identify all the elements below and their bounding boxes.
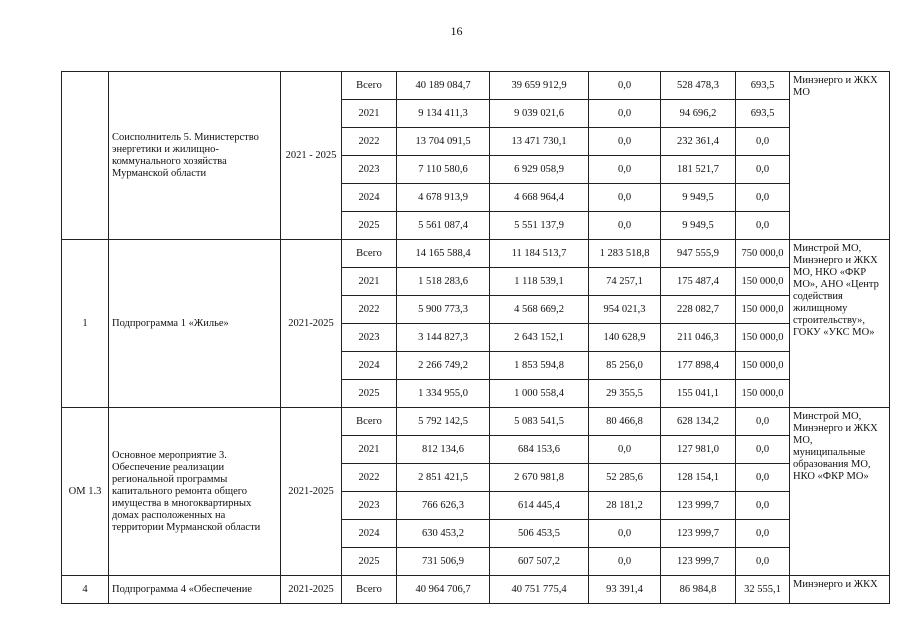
year-cell: 2024 — [342, 184, 397, 212]
value-cell-2: 13 471 730,1 — [490, 128, 589, 156]
value-cell-3: 0,0 — [589, 128, 661, 156]
value-cell-5: 0,0 — [736, 212, 790, 240]
value-cell-4: 181 521,7 — [661, 156, 736, 184]
value-cell-4: 94 696,2 — [661, 100, 736, 128]
value-cell-4: 228 082,7 — [661, 296, 736, 324]
value-cell-3: 0,0 — [589, 156, 661, 184]
program-name-line: домах расположенных на — [112, 509, 226, 521]
value-cell-5: 0,0 — [736, 128, 790, 156]
year-cell: 2023 — [342, 324, 397, 352]
value-cell-3: 93 391,4 — [589, 576, 661, 604]
total-value-cell: 9 134 411,3 — [397, 100, 490, 128]
budget-table — [61, 71, 890, 604]
value-cell-2: 9 039 021,6 — [490, 100, 589, 128]
value-cell-4: 123 999,7 — [661, 548, 736, 576]
year-cell: 2025 — [342, 380, 397, 408]
value-cell-2: 614 445,4 — [490, 492, 589, 520]
value-cell-4: 9 949,5 — [661, 184, 736, 212]
executor-line: НКО «ФКР МО» — [793, 471, 869, 482]
budget-table-container — [61, 71, 890, 604]
value-cell-2: 684 153,6 — [490, 436, 589, 464]
period-cell: 2021-2025 — [281, 240, 342, 408]
total-value-cell: 3 144 827,3 — [397, 324, 490, 352]
year-cell: 2021 — [342, 100, 397, 128]
year-cell: 2024 — [342, 520, 397, 548]
executor-line: муниципальные — [793, 447, 866, 458]
value-cell-2: 39 659 912,9 — [490, 72, 589, 100]
value-cell-2: 5 083 541,5 — [490, 408, 589, 436]
value-cell-2: 607 507,2 — [490, 548, 589, 576]
value-cell-5: 150 000,0 — [736, 352, 790, 380]
value-cell-4: 123 999,7 — [661, 520, 736, 548]
executor-line: МО», АНО «Центр — [793, 279, 879, 290]
value-cell-5: 32 555,1 — [736, 576, 790, 604]
total-value-cell: 5 792 142,5 — [397, 408, 490, 436]
value-cell-3: 29 355,5 — [589, 380, 661, 408]
program-name-cell — [109, 72, 281, 240]
total-value-cell: 766 626,3 — [397, 492, 490, 520]
executor-line: МО — [793, 87, 810, 98]
executor-line: МО, — [793, 435, 813, 446]
total-value-cell: 40 964 706,7 — [397, 576, 490, 604]
year-cell: 2023 — [342, 492, 397, 520]
value-cell-4: 9 949,5 — [661, 212, 736, 240]
table-row — [62, 72, 890, 100]
executor-line: Минэнерго и ЖКХ — [793, 255, 878, 266]
value-cell-5: 0,0 — [736, 408, 790, 436]
program-name-cell — [109, 408, 281, 576]
value-cell-5: 693,5 — [736, 100, 790, 128]
value-cell-2: 2 643 152,1 — [490, 324, 589, 352]
total-value-cell: 1 518 283,6 — [397, 268, 490, 296]
value-cell-4: 628 134,2 — [661, 408, 736, 436]
value-cell-2: 40 751 775,4 — [490, 576, 589, 604]
value-cell-3: 0,0 — [589, 100, 661, 128]
total-value-cell: 5 561 087,4 — [397, 212, 490, 240]
row-number-cell: 4 — [62, 576, 109, 604]
value-cell-5: 0,0 — [736, 156, 790, 184]
value-cell-2: 2 670 981,8 — [490, 464, 589, 492]
executor-cell — [790, 72, 890, 240]
program-name-line: капитального ремонта общего — [112, 485, 248, 497]
value-cell-2: 1 000 558,4 — [490, 380, 589, 408]
value-cell-4: 177 898,4 — [661, 352, 736, 380]
value-cell-3: 28 181,2 — [589, 492, 661, 520]
year-cell: Всего — [342, 408, 397, 436]
value-cell-3: 140 628,9 — [589, 324, 661, 352]
program-name-cell — [109, 240, 281, 408]
year-cell: Всего — [342, 72, 397, 100]
value-cell-4: 211 046,3 — [661, 324, 736, 352]
executor-line: МО, НКО «ФКР — [793, 267, 867, 278]
executor-line: строительству», — [793, 315, 866, 326]
year-cell: 2022 — [342, 128, 397, 156]
total-value-cell: 731 506,9 — [397, 548, 490, 576]
value-cell-3: 0,0 — [589, 520, 661, 548]
value-cell-2: 5 551 137,9 — [490, 212, 589, 240]
value-cell-5: 150 000,0 — [736, 324, 790, 352]
period-cell: 2021 - 2025 — [281, 72, 342, 240]
total-value-cell: 13 704 091,5 — [397, 128, 490, 156]
value-cell-5: 0,0 — [736, 520, 790, 548]
value-cell-5: 693,5 — [736, 72, 790, 100]
executor-cell — [790, 408, 890, 576]
executor-cell — [790, 576, 890, 604]
program-name-line: Мурманской области — [112, 167, 207, 179]
value-cell-5: 0,0 — [736, 492, 790, 520]
program-name-line: Соисполнитель 5. Министерство — [112, 131, 259, 143]
value-cell-5: 0,0 — [736, 436, 790, 464]
table-row — [62, 576, 890, 604]
value-cell-4: 528 478,3 — [661, 72, 736, 100]
value-cell-5: 0,0 — [736, 464, 790, 492]
total-value-cell: 812 134,6 — [397, 436, 490, 464]
program-name-line: Подпрограмма 4 «Обеспечение — [112, 583, 253, 595]
value-cell-5: 0,0 — [736, 548, 790, 576]
value-cell-4: 155 041,1 — [661, 380, 736, 408]
period-cell: 2021-2025 — [281, 408, 342, 576]
year-cell: 2021 — [342, 436, 397, 464]
total-value-cell: 5 900 773,3 — [397, 296, 490, 324]
value-cell-3: 954 021,3 — [589, 296, 661, 324]
executor-line: образования МО, — [793, 459, 871, 470]
executor-line: содействия — [793, 291, 843, 302]
program-name-line: энергетики и жилищно- — [112, 143, 219, 155]
executor-line: Минэнерго и ЖКХ — [793, 75, 878, 86]
row-number-cell: 1 — [62, 240, 109, 408]
value-cell-4: 175 487,4 — [661, 268, 736, 296]
value-cell-2: 4 668 964,4 — [490, 184, 589, 212]
value-cell-4: 128 154,1 — [661, 464, 736, 492]
year-cell: 2023 — [342, 156, 397, 184]
value-cell-2: 11 184 513,7 — [490, 240, 589, 268]
year-cell: 2022 — [342, 464, 397, 492]
year-cell: 2022 — [342, 296, 397, 324]
value-cell-4: 947 555,9 — [661, 240, 736, 268]
program-name-line: имущества в многоквартирных — [112, 497, 252, 509]
year-cell: Всего — [342, 576, 397, 604]
executor-line: Минстрой МО, — [793, 411, 862, 422]
page-number: 16 — [450, 24, 463, 38]
executor-line: Минстрой МО, — [793, 243, 862, 254]
executor-line: ГОКУ «УКС МО» — [793, 327, 875, 338]
value-cell-3: 52 285,6 — [589, 464, 661, 492]
value-cell-4: 86 984,8 — [661, 576, 736, 604]
value-cell-3: 85 256,0 — [589, 352, 661, 380]
program-name-cell — [109, 576, 281, 604]
table-row — [62, 408, 890, 436]
year-cell: Всего — [342, 240, 397, 268]
row-number-cell: ОМ 1.3 — [62, 408, 109, 576]
row-number-cell — [62, 72, 109, 240]
program-name-line: Подпрограмма 1 «Жилье» — [112, 317, 229, 329]
value-cell-3: 0,0 — [589, 548, 661, 576]
total-value-cell: 2 851 421,5 — [397, 464, 490, 492]
value-cell-3: 74 257,1 — [589, 268, 661, 296]
executor-cell — [790, 240, 890, 408]
value-cell-5: 150 000,0 — [736, 268, 790, 296]
year-cell: 2025 — [342, 548, 397, 576]
table-row — [62, 240, 890, 268]
total-value-cell: 630 453,2 — [397, 520, 490, 548]
total-value-cell: 14 165 588,4 — [397, 240, 490, 268]
program-name-line: Основное мероприятие 3. — [112, 449, 227, 461]
value-cell-5: 0,0 — [736, 184, 790, 212]
year-cell: 2024 — [342, 352, 397, 380]
value-cell-5: 150 000,0 — [736, 296, 790, 324]
total-value-cell: 7 110 580,6 — [397, 156, 490, 184]
value-cell-2: 6 929 058,9 — [490, 156, 589, 184]
program-name-line: Обеспечение реализации — [112, 461, 225, 473]
value-cell-2: 1 853 594,8 — [490, 352, 589, 380]
value-cell-4: 232 361,4 — [661, 128, 736, 156]
period-cell: 2021-2025 — [281, 576, 342, 604]
total-value-cell: 4 678 913,9 — [397, 184, 490, 212]
value-cell-3: 80 466,8 — [589, 408, 661, 436]
executor-line: Минэнерго и ЖКХ — [793, 579, 878, 590]
value-cell-2: 4 568 669,2 — [490, 296, 589, 324]
year-cell: 2021 — [342, 268, 397, 296]
value-cell-3: 0,0 — [589, 184, 661, 212]
value-cell-4: 123 999,7 — [661, 492, 736, 520]
total-value-cell: 1 334 955,0 — [397, 380, 490, 408]
value-cell-2: 506 453,5 — [490, 520, 589, 548]
value-cell-4: 127 981,0 — [661, 436, 736, 464]
value-cell-5: 750 000,0 — [736, 240, 790, 268]
value-cell-2: 1 118 539,1 — [490, 268, 589, 296]
value-cell-3: 0,0 — [589, 72, 661, 100]
value-cell-5: 150 000,0 — [736, 380, 790, 408]
program-name-line: коммунального хозяйства — [112, 155, 227, 167]
value-cell-3: 0,0 — [589, 212, 661, 240]
year-cell: 2025 — [342, 212, 397, 240]
value-cell-3: 0,0 — [589, 436, 661, 464]
total-value-cell: 40 189 084,7 — [397, 72, 490, 100]
value-cell-3: 1 283 518,8 — [589, 240, 661, 268]
program-name-line: территории Мурманской области — [112, 521, 261, 533]
program-name-line: региональной программы — [112, 473, 228, 485]
total-value-cell: 2 266 749,2 — [397, 352, 490, 380]
executor-line: Минэнерго и ЖКХ — [793, 423, 878, 434]
executor-line: жилищному — [793, 303, 848, 314]
